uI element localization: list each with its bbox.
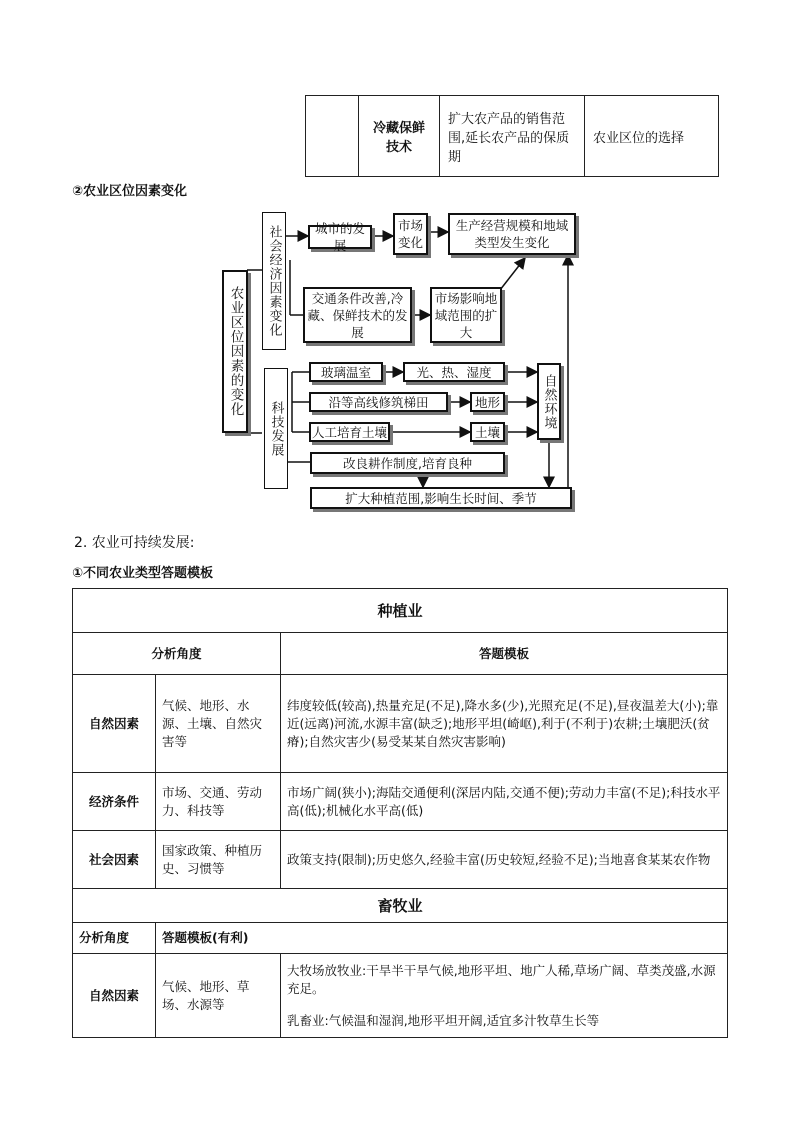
diagram-expand: 扩大种植范围,影响生长时间、季节 xyxy=(310,487,572,509)
diagram-market-range: 市场影响地域范围的扩大 xyxy=(430,287,502,343)
livestock-answer-1: 大牧场放牧业:干旱半干旱气候,地形平坦、地广人稀,草场广阔、草类茂盛,水源充足。 xyxy=(287,962,716,996)
template-table xyxy=(72,588,728,1038)
diagram-transport: 交通条件改善,冷藏、保鲜技术的发展 xyxy=(303,287,412,343)
livestock-items: 气候、地形、草场、水源等 xyxy=(156,954,281,1038)
diagram-social: 社会经济因素变化 xyxy=(262,212,286,350)
table-row xyxy=(73,954,728,1038)
livestock-title: 畜牧业 xyxy=(73,889,728,923)
planting-col-template: 答题模板 xyxy=(281,633,728,675)
diagram-production: 生产经营规模和地域类型发生变化 xyxy=(448,213,576,255)
top-table-tech: 冷藏保鲜技术 xyxy=(359,96,440,177)
diagram-city: 城市的发展 xyxy=(308,225,372,249)
table-row xyxy=(73,773,728,831)
table-row xyxy=(73,675,728,773)
planting-answer: 政策支持(限制);历史悠久,经验丰富(历史较短,经验不足);当地喜食某某农作物 xyxy=(281,831,728,889)
livestock-col-template: 答题模板(有利) xyxy=(156,923,728,954)
diagram-soil-cult: 人工培育土壤 xyxy=(309,422,390,442)
planting-answer: 市场广阔(狭小);海陆交通便利(深居内陆,交通不便);劳动力丰富(不足);科技水平高(低);机械化水平高(低) xyxy=(281,773,728,831)
planting-items: 国家政策、种植历史、习惯等 xyxy=(156,831,281,889)
planting-items: 市场、交通、劳动力、科技等 xyxy=(156,773,281,831)
diagram-nature: 自然环境 xyxy=(537,363,561,440)
livestock-col-angle: 分析角度 xyxy=(73,923,156,954)
diagram-glass: 玻璃温室 xyxy=(309,362,383,382)
livestock-answer xyxy=(281,954,728,1038)
planting-factor: 自然因素 xyxy=(73,675,156,773)
diagram-terrain: 地形 xyxy=(470,392,505,412)
diagram-light: 光、热、湿度 xyxy=(403,362,505,382)
top-table-note: 农业区位的选择 xyxy=(585,96,719,177)
top-table-effect: 扩大农产品的销售范围,延长农产品的保质期 xyxy=(440,96,585,177)
section-2-title: 2. 农业可持续发展: xyxy=(74,535,195,551)
heading-template: ①不同农业类型答题模板 xyxy=(72,566,214,581)
diagram-terrace: 沿等高线修筑梯田 xyxy=(309,392,448,412)
diagram-improve: 改良耕作制度,培育良种 xyxy=(310,452,505,474)
planting-answer: 纬度较低(较高),热量充足(不足),降水多(少),光照充足(不足),昼夜温差大(小);靠近(远离)河流,水源丰富(缺乏);地形平坦(崎岖),利于(不利于)农耕;土壤肥沃(贫瘠);自然灾害少(易受某某自然灾害影响) xyxy=(281,675,728,773)
diagram-soil: 土壤 xyxy=(470,422,505,442)
planting-items: 气候、地形、水源、土壤、自然灾害等 xyxy=(156,675,281,773)
planting-factor: 经济条件 xyxy=(73,773,156,831)
planting-col-angle: 分析角度 xyxy=(73,633,281,675)
livestock-answer-2: 乳畜业:气候温和湿润,地形平坦开阔,适宜多汁牧草生长等 xyxy=(287,1012,600,1028)
diagram-root: 农业区位因素的变化 xyxy=(222,270,248,433)
heading-change: ②农业区位因素变化 xyxy=(72,184,188,199)
table-row xyxy=(73,831,728,889)
planting-title: 种植业 xyxy=(73,589,728,633)
diagram-tech: 科技发展 xyxy=(264,368,288,489)
livestock-factor: 自然因素 xyxy=(73,954,156,1038)
planting-factor: 社会因素 xyxy=(73,831,156,889)
diagram-market-change: 市场变化 xyxy=(393,213,428,255)
